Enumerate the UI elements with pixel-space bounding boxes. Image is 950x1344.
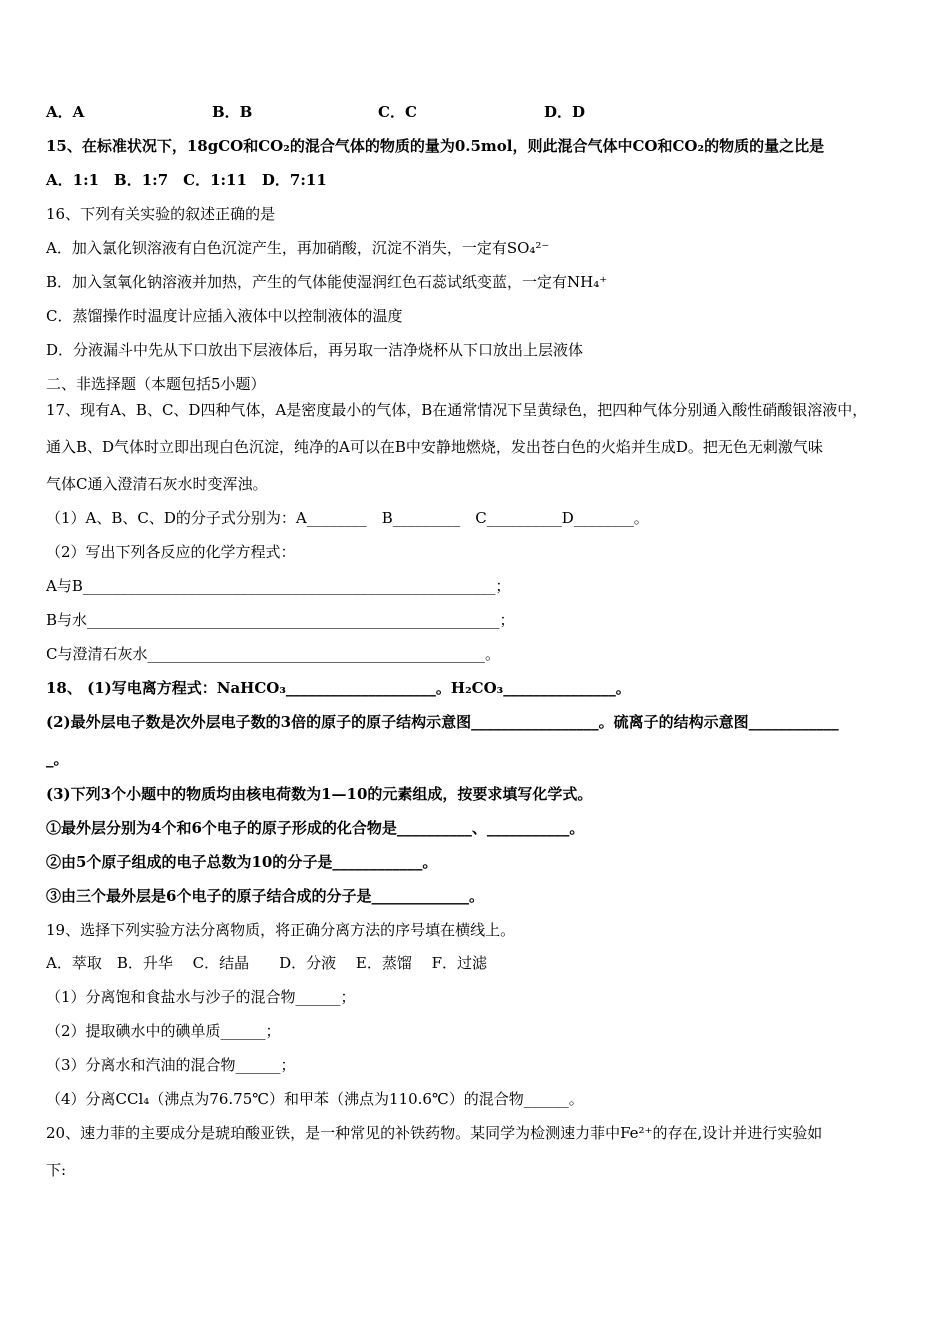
q15-stem: 15、在标准状况下，18gCO和CO₂的混合气体的物质的量为0.5mol，则此混合气体中CO和CO₂的物质的量之比是 [46, 137, 825, 155]
q16-option-d: D．分液漏斗中先从下口放出下层液体后，再另取一洁净烧杯从下口放出上层液体 [46, 341, 584, 359]
q16-option-a: A．加入氯化钡溶液有白色沉淀产生，再加硝酸，沉淀不消失，一定有SO₄²⁻ [46, 239, 550, 257]
q14-option-d: D．D [544, 103, 586, 121]
q17-line-2: 通入B、D气体时立即出现白色沉淀，纯净的A可以在B中安静地燃烧，发出苍白色的火焰并生成D。把无色无刺激气味 [46, 438, 823, 456]
q17-part-1: （1）A、B、C、D的分子式分别为：A________ B_________ C__________D________。 [46, 509, 649, 527]
q16-option-b: B．加入氢氧化钠溶液并加热，产生的气体能使湿润红色石蕊试纸变蓝，一定有NH₄⁺ [46, 273, 608, 291]
q14-option-c: C．C [378, 103, 417, 121]
q20-line-2: 下: [46, 1161, 67, 1179]
q17-line-1: 17、现有A、B、C、D四种气体，A是密度最小的气体，B在通常情况下呈黄绿色，把四种气体分别通入酸性硝酸银溶液中， [46, 401, 868, 419]
q17-eq-bw: B与水_______________________________________________________； [46, 611, 515, 629]
q20-line-1: 20、速力菲的主要成分是琥珀酸亚铁，是一种常见的补铁药物。某同学为检测速力菲中Fe²⁺的存在,设计并进行实验如 [46, 1124, 823, 1142]
section-heading: 二、非选择题（本题包括5小题） [46, 375, 266, 393]
q18-line-6: ②由5个原子组成的电子总数为10的分子是____________。 [46, 853, 438, 871]
q18-line-3: _。 [46, 750, 69, 768]
q18-line-7: ③由三个最外层是6个电子的原子结合成的分子是_____________。 [46, 887, 484, 905]
q18-line-5: ①最外层分别为4个和6个电子的原子形成的化合物是__________、___________。 [46, 819, 585, 837]
q16-stem: 16、下列有关实验的叙述正确的是 [46, 205, 276, 223]
q19-part-3: （3）分离水和汽油的混合物______； [46, 1056, 296, 1074]
q18-line-4: (3)下列3个小题中的物质均由核电荷数为1—10的元素组成，按要求填写化学式。 [46, 785, 593, 803]
q18-line-2: (2)最外层电子数是次外层电子数的3倍的原子的原子结构示意图_________________。硫离子的结构示意图____________ [46, 713, 839, 731]
q14-option-a: A．A [46, 103, 85, 121]
q18-line-1: 18、 (1)写电离方程式：NaHCO₃____________________。H₂CO₃_______________。 [46, 679, 631, 697]
q19-options: A．萃取 B．升华 C．结晶 D．分液 E．蒸馏 F．过滤 [46, 954, 488, 972]
q17-eq-c: C与澄清石灰水_____________________________________________。 [46, 645, 500, 663]
q19-part-1: （1）分离饱和食盐水与沙子的混合物______； [46, 988, 356, 1006]
q15-options: A．1:1 B．1:7 C．1:11 D．7:11 [46, 171, 327, 189]
q14-options [46, 102, 910, 122]
q19-part-2: （2）提取碘水中的碘单质______； [46, 1022, 281, 1040]
q17-part-2: （2）写出下列各反应的化学方程式： [46, 543, 296, 561]
q14-option-b: B．B [212, 103, 253, 121]
q17-eq-ab: A与B_______________________________________________________； [46, 577, 511, 595]
q16-option-c: C．蒸馏操作时温度计应插入液体中以控制液体的温度 [46, 307, 403, 325]
q19-part-4: （4）分离CCl₄（沸点为76.75℃）和甲苯（沸点为110.6℃）的混合物______。 [46, 1090, 584, 1108]
q17-line-3: 气体C通入澄清石灰水时变浑浊。 [46, 475, 268, 493]
q19-stem: 19、选择下列实验方法分离物质，将正确分离方法的序号填在横线上。 [46, 921, 516, 939]
